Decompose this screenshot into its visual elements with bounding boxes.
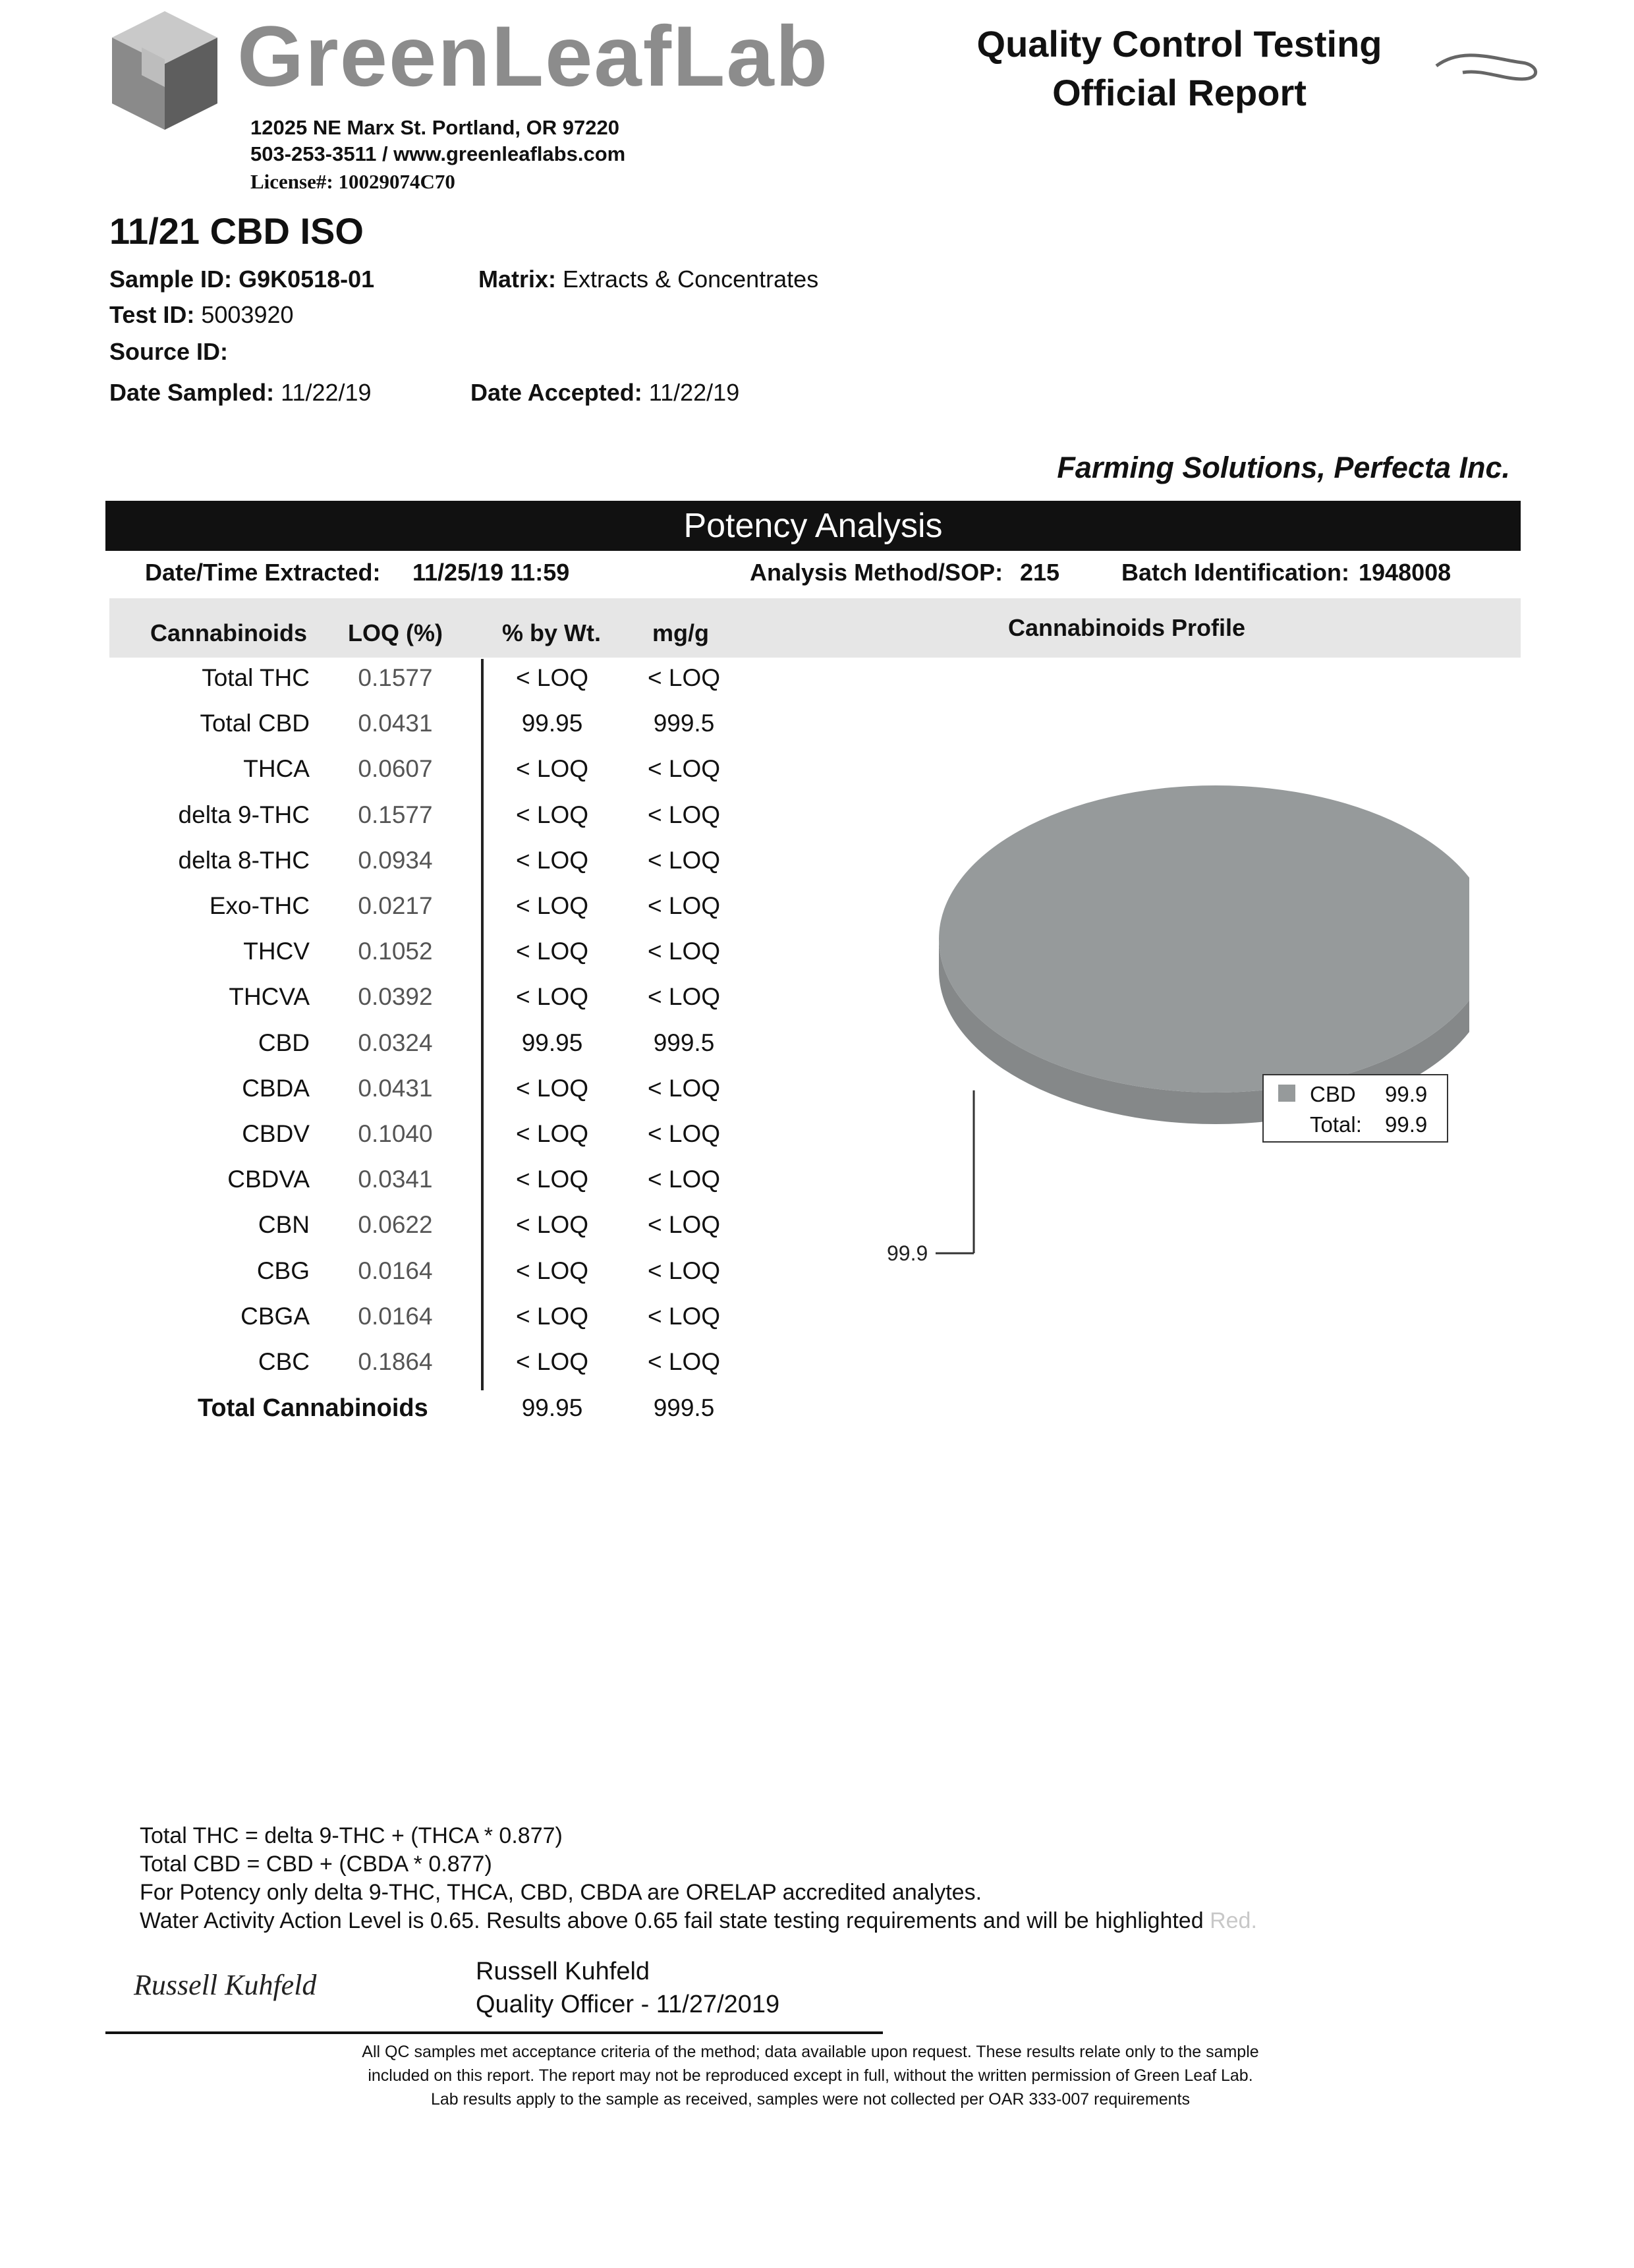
cannabinoid-name: delta 8-THC: [178, 847, 310, 874]
pct-weight-value: < LOQ: [515, 1075, 589, 1102]
mg-per-g-value: < LOQ: [647, 1166, 721, 1193]
pct-weight-value: < LOQ: [515, 1211, 589, 1238]
pct-weight-value: < LOQ: [515, 1257, 589, 1284]
cannabinoids-pie-chart: [837, 778, 1469, 1278]
footnote-total-thc: Total THC = delta 9-THC + (THCA * 0.877): [140, 1823, 563, 1848]
cannabinoid-name: THCV: [243, 938, 310, 965]
legend-label-total: Total:: [1310, 1112, 1362, 1137]
pct-weight-value: < LOQ: [515, 1166, 589, 1193]
mg-per-g-value: 999.5: [653, 1029, 715, 1056]
handwritten-signature: [130, 1965, 381, 2004]
cannabinoid-name: delta 9-THC: [178, 801, 310, 828]
lab-license: License#: 10029074C70: [250, 170, 455, 193]
signatory: [476, 1955, 779, 2021]
signatory-title: Quality Officer - 11/27/2019: [476, 1991, 780, 2018]
mg-per-g-value: < LOQ: [647, 1257, 721, 1284]
cannabinoid-name: CBG: [256, 1257, 310, 1284]
pct-weight-value: < LOQ: [515, 1348, 589, 1375]
lab-address: 12025 NE Marx St. Portland, OR 97220: [250, 116, 619, 139]
cannabinoid-name: CBC: [258, 1348, 310, 1375]
header-mg-per-g: mg/g: [652, 619, 709, 646]
mg-per-g-value: 999.5: [653, 710, 715, 737]
pie-data-label: 99.9: [887, 1241, 928, 1265]
method-value: 215: [1020, 559, 1060, 586]
signatory-name: Russell Kuhfeld: [476, 1958, 650, 1985]
report-title: Quality Control Testing Official Report: [976, 23, 1382, 113]
footnote-orelap: For Potency only delta 9-THC, THCA, CBD, CBDA are ORELAP accredited analytes.: [140, 1880, 982, 1905]
pct-weight-value: < LOQ: [515, 983, 589, 1010]
loq-value: 0.1052: [358, 938, 433, 965]
cannabinoid-name: CBN: [258, 1211, 310, 1238]
legend-swatch-cbd: [1278, 1085, 1295, 1102]
extracted-value: 11/25/19 11:59: [412, 559, 570, 586]
batch-value: 1948008: [1359, 559, 1451, 586]
total-cannabinoids-label: Total Cannabinoids: [198, 1394, 428, 1422]
matrix-field: Matrix: Extracts & Concentrates: [478, 266, 819, 293]
sample-id-field: Sample ID: G9K0518-01: [109, 266, 375, 293]
cannabinoid-name: Total THC: [202, 664, 310, 691]
loq-value: 0.0431: [358, 710, 433, 737]
header-cannabinoids-profile: Cannabinoids Profile: [1008, 614, 1246, 641]
pct-weight-value: 99.95: [521, 710, 583, 737]
mg-per-g-value: < LOQ: [647, 892, 721, 919]
cannabinoid-name: CBDA: [242, 1075, 310, 1102]
legend-value-cbd: 99.9: [1385, 1082, 1428, 1106]
pct-weight-value: < LOQ: [515, 755, 589, 782]
pct-weight-value: < LOQ: [515, 892, 589, 919]
mg-per-g-value: < LOQ: [647, 801, 721, 828]
extracted-label: Date/Time Extracted:: [145, 559, 381, 586]
loq-value: 0.1040: [358, 1120, 433, 1147]
pct-weight-value: < LOQ: [515, 664, 589, 691]
loq-value: 0.0324: [358, 1029, 433, 1056]
mg-per-g-value: < LOQ: [647, 664, 721, 691]
staple-icon: [1423, 40, 1555, 99]
potency-banner: Potency Analysis: [105, 501, 1521, 551]
test-id-field: Test ID: 5003920: [109, 301, 294, 328]
footnotes: [140, 1822, 1257, 1935]
cannabinoid-name: THCVA: [229, 983, 310, 1010]
cannabinoid-name: THCA: [243, 755, 310, 782]
header-cannabinoids: Cannabinoids: [150, 619, 308, 646]
mg-per-g-value: < LOQ: [647, 755, 721, 782]
mg-per-g-value: < LOQ: [647, 1348, 721, 1375]
mg-per-g-value: < LOQ: [647, 938, 721, 965]
loq-value: 0.0431: [358, 1075, 433, 1102]
mg-per-g-value: < LOQ: [647, 1120, 721, 1147]
cannabinoid-name: CBGA: [240, 1303, 310, 1330]
loq-value: 0.0622: [358, 1211, 433, 1238]
disclaimer: All QC samples met acceptance criteria of the method; data available upon request. These results relate only to the sample included on this report. The report may not be reproduced except in full, without the written permission of Green Leaf Lab. Lab results apply to the sample as received, samples were not collected per OAR 333-007 requirements: [362, 2043, 1259, 2109]
legend-value-total: 99.9: [1385, 1112, 1428, 1137]
batch-label: Batch Identification:: [1121, 559, 1350, 586]
loq-value: 0.1577: [358, 801, 433, 828]
loq-value: 0.0607: [358, 755, 433, 782]
pct-weight-value: < LOQ: [515, 847, 589, 874]
loq-value: 0.1577: [358, 664, 433, 691]
sample-title: 11/21 CBD ISO: [109, 210, 364, 252]
client-name: Farming Solutions, Perfecta Inc.: [1057, 451, 1510, 484]
mg-per-g-value: < LOQ: [647, 1075, 721, 1102]
date-accepted-field: Date Accepted: 11/22/19: [470, 379, 740, 406]
cannabinoid-name: CBD: [258, 1029, 310, 1056]
lab-contact: 503-253-3511 / www.greenleaflabs.com: [250, 142, 626, 165]
cannabinoid-name: CBDV: [242, 1120, 310, 1147]
mg-per-g-value: < LOQ: [647, 847, 721, 874]
svg-text:Russell Kuhfeld: Russell Kuhfeld: [134, 1969, 317, 2001]
loq-value: 0.0392: [358, 983, 433, 1010]
total-cannabinoids-pct: 99.95: [521, 1394, 583, 1421]
pct-weight-value: 99.95: [521, 1029, 583, 1056]
table-divider: [481, 659, 484, 1390]
header-pct-weight: % by Wt.: [502, 619, 601, 646]
loq-value: 0.0164: [358, 1303, 433, 1330]
mg-per-g-value: < LOQ: [647, 1303, 721, 1330]
header-loq: LOQ (%): [348, 619, 443, 646]
date-sampled-field: Date Sampled: 11/22/19: [109, 379, 372, 406]
table-header-bar: [109, 598, 1521, 658]
total-cannabinoids-mg: 999.5: [653, 1394, 715, 1421]
footnote-water-activity: Water Activity Action Level is 0.65. Results above 0.65 fail state testing requirements and will be highlighted Red.: [140, 1908, 1257, 1933]
pie-slice-cbd: [939, 785, 1469, 1092]
mg-per-g-value: < LOQ: [647, 1211, 721, 1238]
source-id-field: Source ID:: [109, 338, 229, 365]
loq-value: 0.0934: [358, 847, 433, 874]
mg-per-g-value: < LOQ: [647, 983, 721, 1010]
loq-value: 0.0341: [358, 1166, 433, 1193]
footer-rule: [105, 2031, 883, 2034]
cannabinoid-name: Total CBD: [200, 710, 310, 737]
pct-weight-value: < LOQ: [515, 1120, 589, 1147]
pct-weight-value: < LOQ: [515, 938, 589, 965]
pie-legend: [1262, 1074, 1448, 1143]
loq-value: 0.1864: [358, 1348, 433, 1375]
logo-cube-icon: [105, 8, 224, 140]
cannabinoid-name: CBDVA: [227, 1166, 310, 1193]
method-label: Analysis Method/SOP:: [750, 559, 1003, 586]
cannabinoid-name: Exo-THC: [209, 892, 310, 919]
lab-logo-text: GreenLeafLab: [237, 8, 830, 104]
loq-value: 0.0217: [358, 892, 433, 919]
pct-weight-value: < LOQ: [515, 801, 589, 828]
legend-label-cbd: CBD: [1310, 1082, 1356, 1106]
pct-weight-value: < LOQ: [515, 1303, 589, 1330]
footnote-total-cbd: Total CBD = CBD + (CBDA * 0.877): [140, 1852, 492, 1877]
loq-value: 0.0164: [358, 1257, 433, 1284]
